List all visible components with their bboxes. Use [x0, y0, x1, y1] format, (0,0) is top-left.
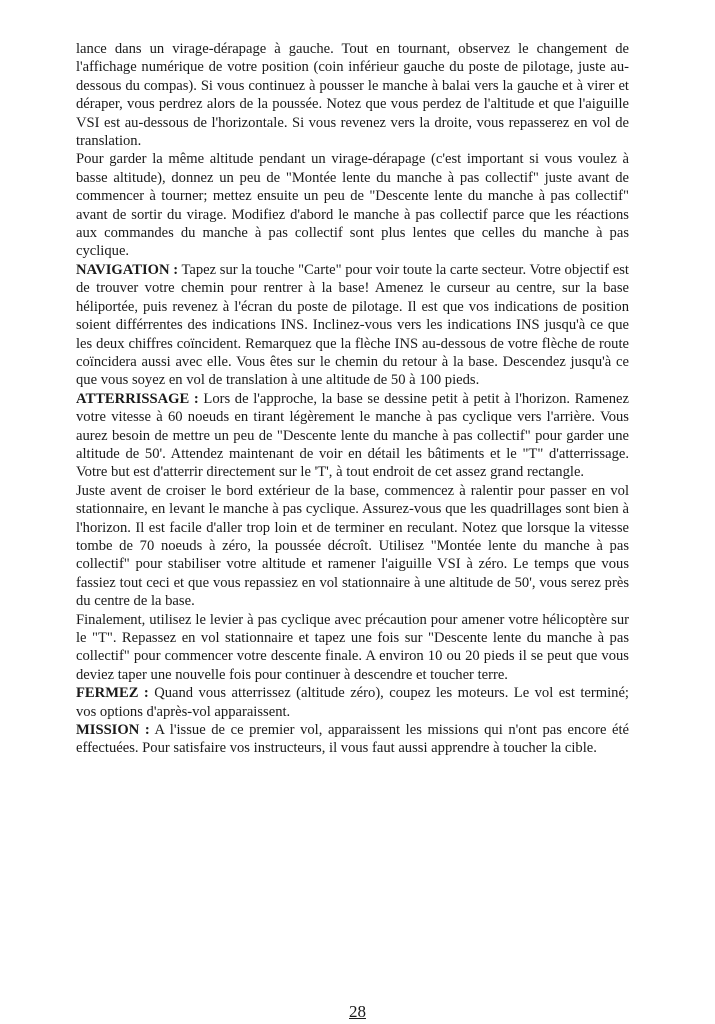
body-text	[76, 40, 629, 758]
section-heading-navigation: NAVIGATION :	[76, 261, 179, 278]
section-heading-atterrissage: ATTERRISSAGE :	[76, 390, 199, 407]
paragraph	[76, 721, 629, 758]
paragraph-text: lance dans un virage-dérapage à gauche. Tout en tournant, observez le changement de l'affichage numérique de votre position (coin inférieur gauche du poste de pilotage, juste au-dessous du compas). Si vous continuez à pousser le manche à balai vers la gauche et à virer et déraper, vous perdrez alors de la poussée. Notez que vous perdez de l'altitude et que l'aiguille VSI est au-dessous de l'horizontale. Si vous revenez vers la droite, vous repasserez en vol de translation.	[76, 41, 629, 150]
paragraph	[76, 150, 629, 260]
paragraph-text: Finalement, utilisez le levier à pas cyclique avec précaution pour amener votre hélicoptère sur le "T". Repassez en vol stationnaire et tapez une fois sur "Descente lente du manche à pas collectif" pour commencer votre descente finale. A environ 10 ou 20 pieds il se peut que vous deviez taper une nouvelle fois pour continuer à descendre et toucher terre.	[76, 611, 629, 683]
paragraph	[76, 390, 629, 482]
paragraph-text: Quand vous atterrissez (altitude zéro), coupez les moteurs. Le vol est terminé; vos options d'après-vol apparaissent.	[76, 685, 629, 720]
paragraph-text: Pour garder la même altitude pendant un virage-dérapage (c'est important si vous voulez à basse altitude), donnez un peu de "Montée lente du manche à pas collectif" juste avant de commencer à tourner; mettez ensuite un peu de "Descente lente du manche à pas collectif" avant de sortir du virage. Modifiez d'abord le manche à pas collectif parce que les réactions aux commandes du manche à pas collectif sont plus lentes que celles du manche à pas cyclique.	[76, 151, 629, 260]
paragraph	[76, 261, 629, 390]
paragraph	[76, 684, 629, 721]
section-heading-fermez: FERMEZ :	[76, 685, 149, 702]
paragraph	[76, 482, 629, 611]
page-number: 28	[349, 1002, 366, 1021]
paragraph-text: Tapez sur la touche "Carte" pour voir toute la carte secteur. Votre objectif est de trouver votre chemin pour rentrer à la base! Amenez le curseur au centre, sur la base héliportée, puis revenez à l'écran du poste de pilotage. Il est que vos indications de position soient différrentes des indications INS. Inclinez-vous vers les indications INS jusqu'à ce que les deux chiffres coïncident. Remarquez que la flèche INS au-dessous de votre flèche de route coïncidera aussi avec elle. Vous êtes sur le chemin du retour à la base. Descendez jusqu'à ce que vous soyez en vol de translation à une altitude de 50 à 100 pieds.	[76, 261, 629, 389]
section-heading-mission: MISSION :	[76, 722, 150, 739]
paragraph	[76, 40, 629, 150]
paragraph	[76, 611, 629, 685]
paragraph-text: Juste avent de croiser le bord extérieur de la base, commencez à ralentir pour passer en vol stationnaire, en levant le manche à pas cyclique. Assurez-vous que les quadrillages sont bien à l'horizon. Il est facile d'aller trop loin et de terminer en reculant. Notez que lorsque la vitesse tombe de 70 noeuds à zéro, la poussée décroît. Utilisez "Montée lente du manche à pas collectif" pour stabiliser votre altitude et ramener l'aiguille VSI à zéro. Le temps que vous fassiez tout ceci et que vous repassiez en vol stationnaire à une altitude de 50', vous serez près du centre de la base.	[76, 482, 629, 610]
paragraph-text: A l'issue de ce premier vol, apparaissent les missions qui n'ont pas encore été effectuées. Pour satisfaire vos instructeurs, il vous faut aussi apprendre à toucher la cible.	[76, 722, 630, 757]
paragraph-text: Lors de l'approche, la base se dessine petit à petit à l'horizon. Ramenez votre vitesse à 60 noeuds en tirant légèrement le manche à pas cyclique vers l'arrière. Vous aurez besoin de mettre un peu de "Descente lente du manche à pas collectif" pour garder une altitude de 50'. Attendez maintenant de voir en détail les bâtiments et le "T" d'atterrissage. Votre but est d'atterrir directement sur le 'T', à tout endroit de cet assez grand rectangle.	[76, 390, 630, 481]
